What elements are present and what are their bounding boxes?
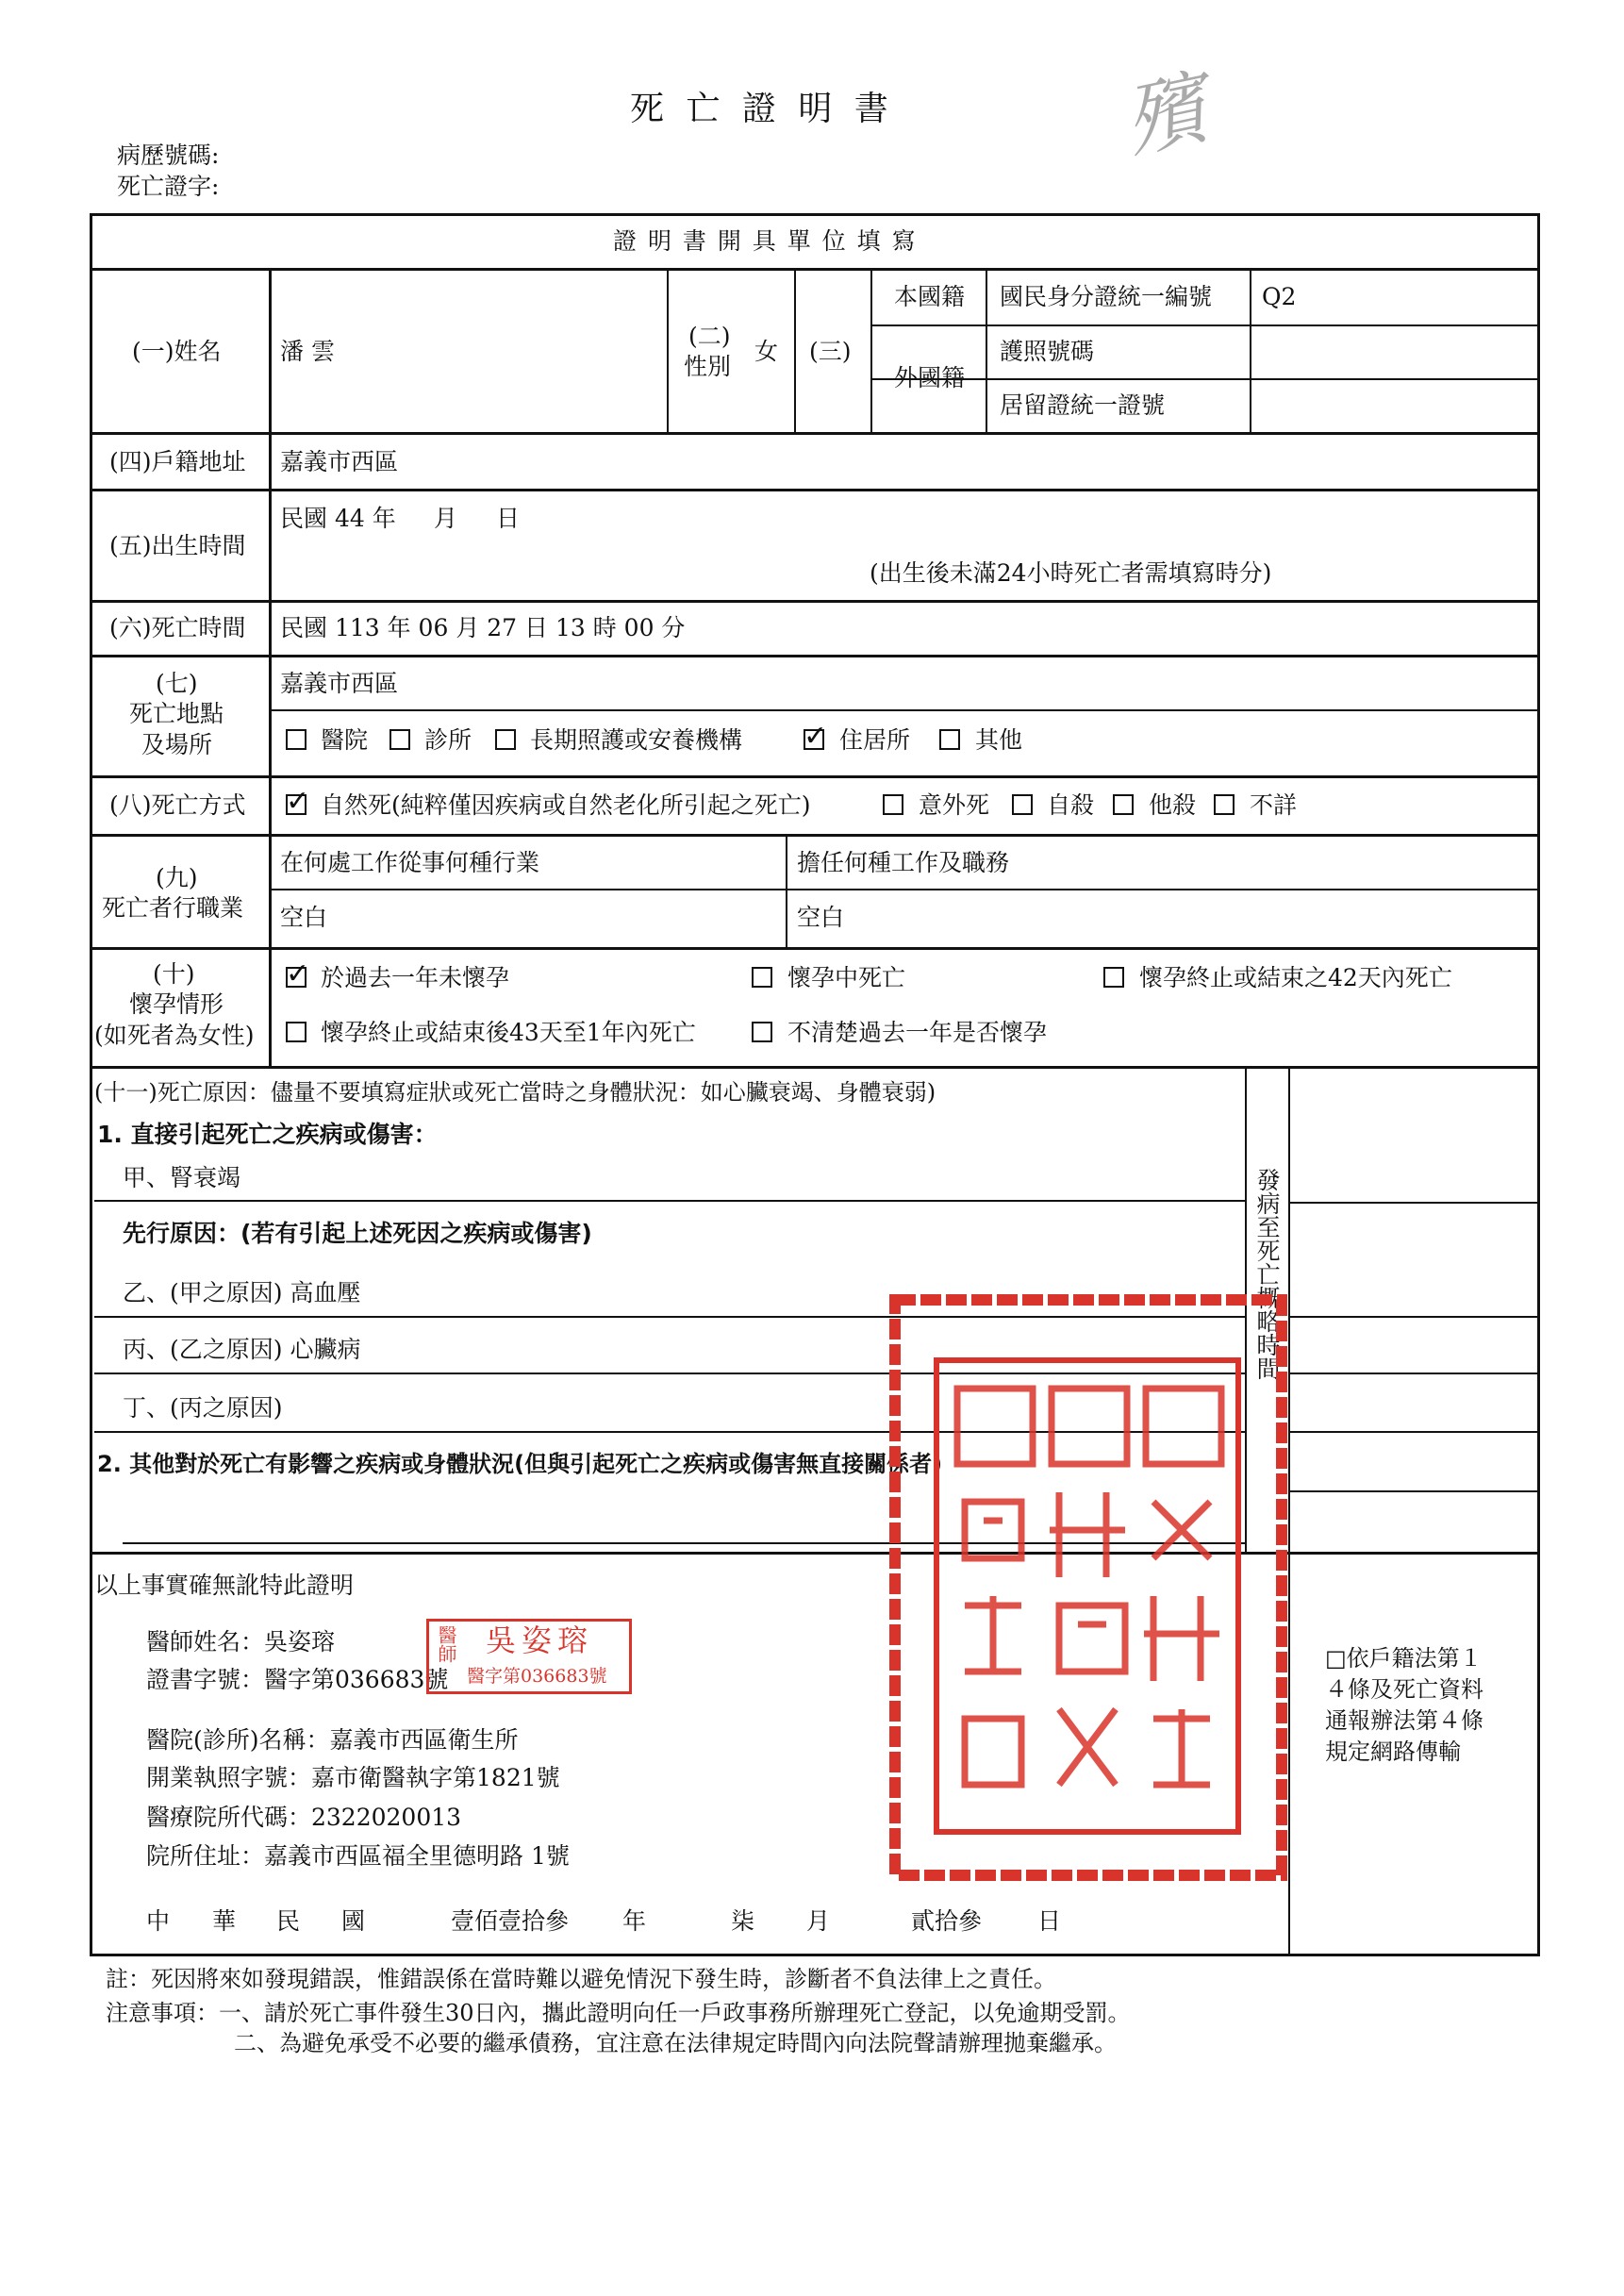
checkbox-other-place[interactable] xyxy=(939,729,960,750)
death-time-value: 民國 113 年 06 月 27 日 13 時 00 分 xyxy=(280,614,686,641)
id-number-label: 國民身分證統一編號 xyxy=(1000,283,1213,310)
address-label: (四)戶籍地址 xyxy=(109,448,246,475)
section-header: 證 明 書 開 具 單 位 填 寫 xyxy=(613,227,918,255)
handwritten-mark: 殯 xyxy=(1115,61,1215,171)
address-value: 嘉義市西區 xyxy=(280,448,399,475)
option-unknown: 不詳 xyxy=(1250,791,1298,819)
option-pregnancy-unknown: 不清楚過去一年是否懷孕 xyxy=(787,1019,1048,1046)
foreign-nationality: 外國籍 xyxy=(894,364,966,391)
pregnancy-label-mid: 懷孕情形 xyxy=(129,990,224,1018)
interval-label: 發病至死亡概略時間 xyxy=(1253,1168,1281,1380)
date-char: 日 xyxy=(1037,1907,1062,1935)
nationality-label: (三) xyxy=(809,338,852,365)
pregnancy-label-top: (十) xyxy=(153,960,195,988)
document-title: 死 亡 證 明 書 xyxy=(630,90,894,128)
checkbox-within-42-days[interactable] xyxy=(1103,967,1124,988)
check-mark-icon: ✓ xyxy=(286,957,310,990)
cause-heading: (十一)死亡原因：儘量不要填寫症狀或死亡當時之身體狀況：如心臟衰竭、身體衰弱) xyxy=(94,1079,936,1106)
option-suicide: 自殺 xyxy=(1047,791,1095,819)
checkbox-unknown[interactable] xyxy=(1214,794,1235,815)
checkbox-care-facility[interactable] xyxy=(495,729,516,750)
date-char: 民 xyxy=(276,1907,301,1935)
option-43-days-to-1-year: 懷孕終止或結束後43天至1年內死亡 xyxy=(321,1019,696,1046)
official-seal-stamp xyxy=(889,1294,1287,1881)
seal-side-text: 醫師 xyxy=(435,1625,457,1663)
checkbox-43-days-to-1-year[interactable] xyxy=(286,1022,307,1042)
disclaimer-note: 註：死因將來如發現錯誤，惟錯誤係在當時難以避免情況下發生時，診斷者不負法律上之責任。 xyxy=(106,1966,1056,1992)
date-month: 柒 xyxy=(731,1907,755,1935)
doctor-name: 醫師姓名：吳姿瑢 xyxy=(146,1628,336,1655)
checkbox-pregnancy-unknown[interactable] xyxy=(752,1022,772,1042)
date-day: 貳拾參 xyxy=(911,1907,983,1935)
record-number-label: 病歷號碼: xyxy=(117,141,220,169)
birth-note: (出生後未滿24小時死亡者需填寫時分) xyxy=(870,559,1272,587)
option-not-pregnant: 於過去一年未懷孕 xyxy=(321,964,510,991)
date-year: 壹佰壹拾參 xyxy=(451,1907,570,1935)
seal-license: 醫字第036683號 xyxy=(467,1666,607,1687)
checkbox-accident[interactable] xyxy=(883,794,903,815)
network-transmission-note: □依戶籍法第１４條及死亡資料通報辦法第４條規定網路傳輸 xyxy=(1325,1645,1483,1765)
manner-label: (八)死亡方式 xyxy=(109,791,246,819)
occupation-industry-header: 在何處工作從事何種行業 xyxy=(280,849,540,876)
notice-two: 二、為避免承受不必要的繼承債務，宜注意在法律規定時間內向法院聲請辦理拋棄繼承。 xyxy=(234,2030,1117,2056)
place-label-bottom: 及場所 xyxy=(141,731,213,758)
id-number-value: Q2 xyxy=(1262,283,1297,310)
check-mark-icon: ✓ xyxy=(804,720,828,753)
checkbox-died-pregnant[interactable] xyxy=(752,967,772,988)
occupation-industry-value: 空白 xyxy=(280,904,328,931)
antecedent-cause-title: 先行原因：(若有引起上述死因之疾病或傷害) xyxy=(123,1220,592,1247)
occupation-role-header: 擔任何種工作及職務 xyxy=(797,849,1010,876)
birth-label: (五)出生時間 xyxy=(109,532,246,559)
date-char: 月 xyxy=(806,1907,831,1935)
option-died-pregnant: 懷孕中死亡 xyxy=(787,964,906,991)
cause-a: 甲、腎衰竭 xyxy=(123,1164,241,1191)
redacted-area xyxy=(410,666,561,700)
place-label-top: (七) xyxy=(156,670,198,697)
residence-permit-label: 居留證統一證號 xyxy=(1000,391,1166,419)
clinic-license: 開業執照字號：嘉市衛醫執字第1821號 xyxy=(146,1764,560,1791)
birth-day: 日 xyxy=(496,505,521,532)
occupation-label-bottom: 死亡者行職業 xyxy=(102,894,244,922)
date-char: 華 xyxy=(212,1907,237,1935)
option-residence: 住居所 xyxy=(839,726,911,754)
notice-one: 注意事項：一、請於死亡事件發生30日內，攜此證明向任一戶政事務所辦理死亡登記，以免逾期受罰。 xyxy=(106,2000,1131,2026)
option-homicide: 他殺 xyxy=(1149,791,1197,819)
date-char: 國 xyxy=(341,1907,366,1935)
clinic-code: 醫療院所代碼：2322020013 xyxy=(146,1804,462,1831)
check-mark-icon: ✓ xyxy=(286,785,310,818)
option-hospital: 醫院 xyxy=(321,726,369,754)
native-nationality: 本國籍 xyxy=(894,283,966,310)
direct-cause-title: 1. 直接引起死亡之疾病或傷害： xyxy=(97,1121,438,1148)
doctor-license: 證書字號：醫字第036683號 xyxy=(146,1666,449,1693)
sex-value: 女 xyxy=(754,338,779,365)
passport-label: 護照號碼 xyxy=(1000,338,1095,365)
date-char: 中 xyxy=(146,1907,171,1935)
seal-name: 吳姿瑢 xyxy=(486,1622,594,1658)
sex-label-top: (二) xyxy=(688,323,731,350)
clinic-name: 醫院(診所)名稱：嘉義市西區衛生所 xyxy=(146,1726,519,1754)
place-label-mid: 死亡地點 xyxy=(129,700,224,727)
place-address: 嘉義市西區 xyxy=(280,670,399,697)
doctor-seal xyxy=(426,1619,632,1694)
option-natural: 自然死(純粹僅因疾病或自然老化所引起之死亡) xyxy=(321,791,811,819)
option-accident: 意外死 xyxy=(919,791,990,819)
checkbox-hospital[interactable] xyxy=(286,729,307,750)
birth-year: 民國 44 年 xyxy=(280,505,396,532)
option-within-42-days: 懷孕終止或結束之42天內死亡 xyxy=(1139,964,1452,991)
checkbox-clinic[interactable] xyxy=(389,729,410,750)
clinic-address: 院所住址：嘉義市西區福全里德明路 1號 xyxy=(146,1842,570,1870)
pregnancy-label-bottom: (如死者為女性) xyxy=(94,1022,255,1049)
occupation-role-value: 空白 xyxy=(797,904,845,931)
option-care-facility: 長期照護或安養機構 xyxy=(530,726,743,754)
name-label: (一)姓名 xyxy=(132,338,222,365)
sex-label-bottom: 性別 xyxy=(684,353,732,380)
cause-c: 丙、(乙之原因) 心臟病 xyxy=(123,1336,361,1363)
occupation-label-top: (九) xyxy=(156,864,198,891)
option-other-place: 其他 xyxy=(975,726,1023,754)
option-clinic: 診所 xyxy=(424,726,472,754)
date-char: 年 xyxy=(622,1907,647,1935)
cause-b: 乙、(甲之原因) 高血壓 xyxy=(123,1279,361,1306)
name-value: 潘 雲 xyxy=(280,338,335,365)
certificate-number-label: 死亡證字: xyxy=(117,173,220,200)
cause-d: 丁、(丙之原因) xyxy=(123,1394,283,1422)
redacted-area xyxy=(415,445,622,479)
other-conditions-title: 2. 其他對於死亡有影響之疾病或身體狀況(但與引起死亡之疾病或傷害無直接關係者) xyxy=(97,1451,943,1477)
death-time-label: (六)死亡時間 xyxy=(109,614,246,641)
attestation-statement: 以上事實確無訛特此證明 xyxy=(94,1572,355,1599)
birth-month: 月 xyxy=(434,505,458,532)
checkbox-suicide[interactable] xyxy=(1012,794,1033,815)
checkbox-homicide[interactable] xyxy=(1113,794,1134,815)
